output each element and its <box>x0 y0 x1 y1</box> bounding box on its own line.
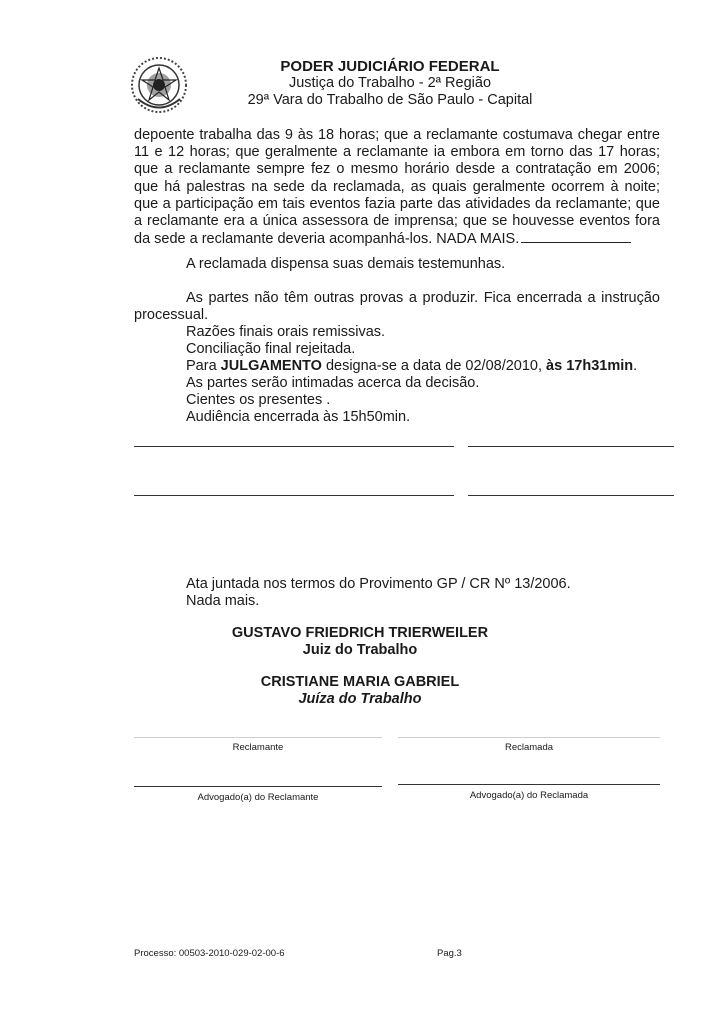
signature-line <box>134 495 454 496</box>
ata-text: Ata juntada nos termos do Provimento GP / CR Nº 13/2006. <box>186 576 571 592</box>
page-number: Pag.3 <box>437 948 462 959</box>
razoes-text: Razões finais orais remissivas. <box>186 324 386 340</box>
header-court: Justiça do Trabalho - 2ª Região <box>288 75 492 91</box>
adv-reclamada-label: Advogado(a) do Reclamada <box>469 790 589 801</box>
signature-line <box>398 737 660 738</box>
nada-mais-text: Nada mais. <box>186 593 260 609</box>
signature-line <box>134 737 382 738</box>
encerrada-text: Audiência encerrada às 15h50min. <box>186 409 411 425</box>
closing-underline <box>521 230 631 243</box>
testimony-paragraph: depoente trabalha das 9 às 18 horas; que a reclamante costumava chegar entre 11 e 12 horas; que geralmente a reclamante ia embora em torno das 17 horas; que a reclamante sempre fez o mesmo horário desde a contratação em 2006; que há palestras na sede da reclamada, as quais geralmente ocorrem à noite; que a participação em tais eventos fazia parte das atividades da reclamante; que a reclamante era a única assessora de imprensa; que se houvesse eventos fora da sede a reclamante deveria acompanhá-los. NADA MAIS. <box>134 127 660 248</box>
signature-line <box>468 495 674 496</box>
intimadas-text: As partes serão intimadas acerca da decisão. <box>186 375 480 391</box>
signature-line <box>134 446 454 447</box>
reclamada-label: Reclamada <box>504 742 554 753</box>
conciliacao-text: Conciliação final rejeitada. <box>186 341 356 357</box>
provas-text: As partes não têm outras provas a produzir. Fica encerrada a instrução <box>186 290 660 306</box>
judge-title: Juiz do Trabalho <box>302 642 418 658</box>
header-vara: 29ª Vara do Trabalho de São Paulo - Capital <box>247 92 533 108</box>
dispensa-text: A reclamada dispensa suas demais testemunhas. <box>186 256 506 272</box>
signature-line <box>134 786 382 787</box>
process-number: Processo: 00503-2010-029-02-00-6 <box>134 948 285 959</box>
cientes-text: Cientes os presentes . <box>186 392 331 408</box>
signature-line <box>468 446 674 447</box>
judge-name: CRISTIANE MARIA GABRIEL <box>260 674 460 690</box>
judge-title: Juíza do Trabalho <box>298 691 422 707</box>
judge-name: GUSTAVO FRIEDRICH TRIERWEILER <box>231 625 489 641</box>
adv-reclamante-label: Advogado(a) do Reclamante <box>197 792 319 803</box>
header-title: PODER JUDICIÁRIO FEDERAL <box>280 58 500 75</box>
julgamento-text: Para JULGAMENTO designa-se a data de 02/08/2010, às 17h31min. <box>186 358 638 374</box>
coat-of-arms-seal <box>128 54 190 116</box>
provas-text-cont: processual. <box>134 307 209 323</box>
reclamante-label: Reclamante <box>232 742 284 753</box>
signature-line <box>398 784 660 785</box>
